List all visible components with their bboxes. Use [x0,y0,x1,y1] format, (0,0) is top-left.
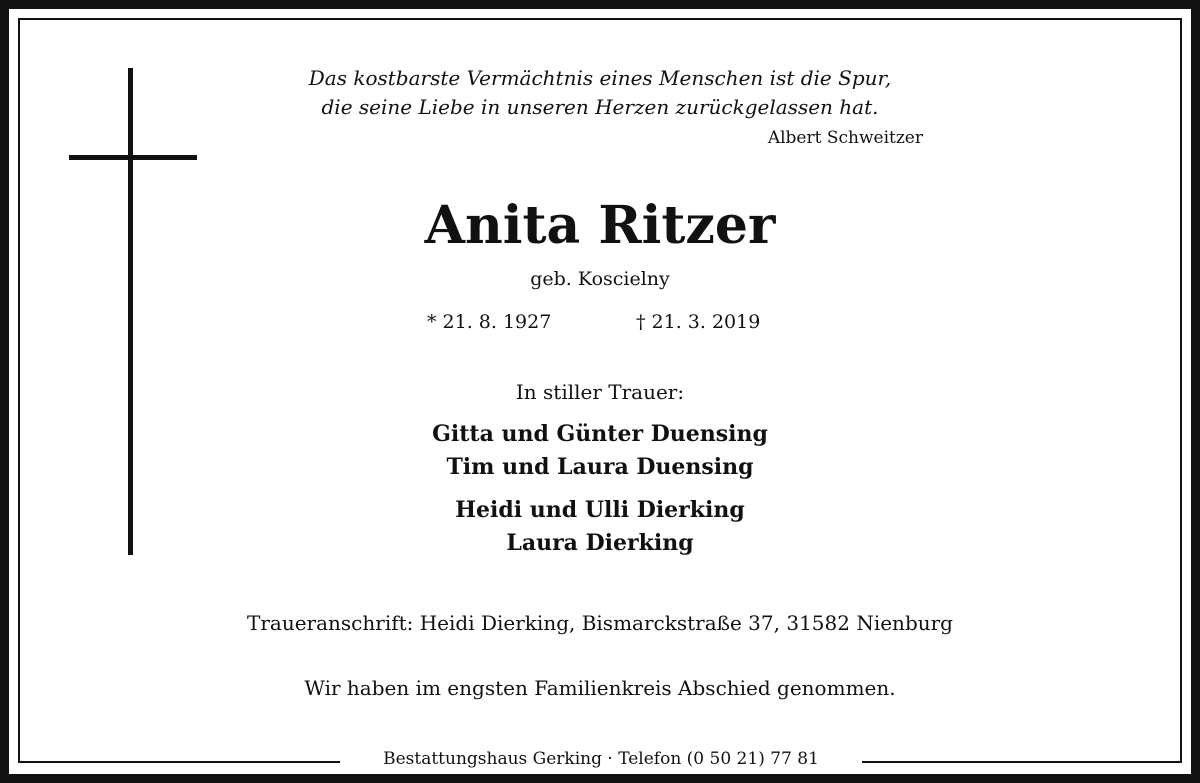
maiden-name: geb. Koscielny [530,268,670,290]
family-member: Tim und Laura Duensing [446,454,754,480]
family-member: Heidi und Ulli Dierking [455,497,745,523]
quote-author: Albert Schweitzer [767,128,923,148]
bottom-divider-left [18,761,340,763]
family-member: Gitta und Günter Duensing [432,421,768,447]
deceased-name: Anita Ritzer [424,195,776,256]
birth-date: * 21. 8. 1927 [427,311,552,333]
quote-line-1: Das kostbarste Vermächtnis eines Menschen ist die Spur, [308,66,892,90]
funeral-home-footer: Bestattungshaus Gerking · Telefon (0 50 21) 77 81 [383,749,819,769]
mourning-label: In stiller Trauer: [515,380,685,404]
cross-horizontal-bar [69,155,197,160]
death-date: † 21. 3. 2019 [636,311,761,333]
family-member: Laura Dierking [506,530,694,556]
quote-line-2: die seine Liebe in unseren Herzen zurückgelassen hat. [321,95,879,119]
farewell-note: Wir haben im engsten Familienkreis Abschied genommen. [304,676,896,700]
mourning-address: Traueranschrift: Heidi Dierking, Bismarckstraße 37, 31582 Nienburg [247,611,953,635]
cross-vertical-bar [128,68,133,555]
bottom-divider-right [862,761,1182,763]
